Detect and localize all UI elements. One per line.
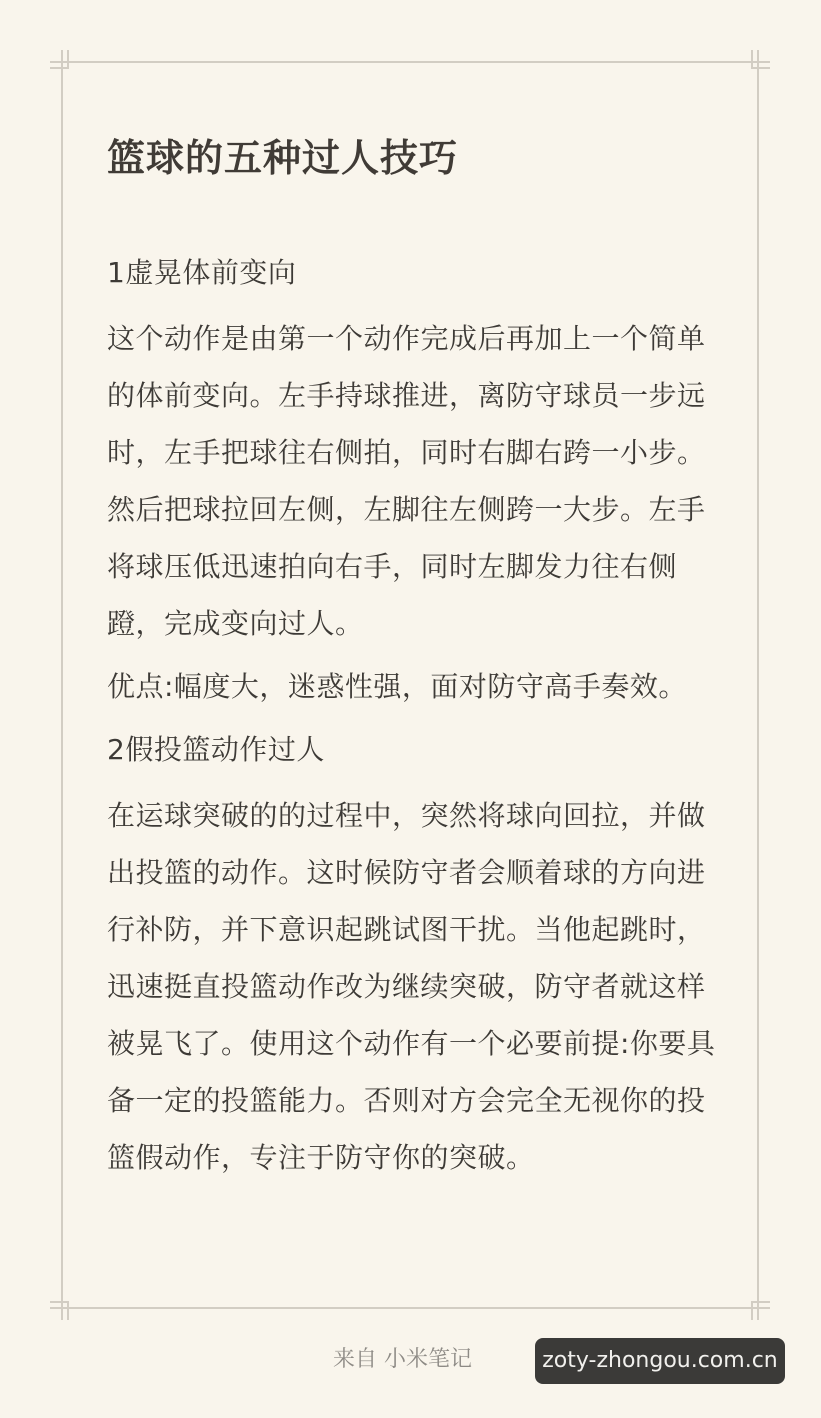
section-heading: 1虚晃体前变向 <box>107 256 297 289</box>
body-paragraph: 优点:幅度大，迷惑性强，面对防守高手奏效。 <box>107 670 687 703</box>
note-body <box>107 244 727 1186</box>
watermark-badge: zoty-zhongou.com.cn <box>535 1338 785 1384</box>
body-paragraph: 这个动作是由第一个动作完成后再加上一个简单的体前变向。左手持球推进，离防守球员一步远时，左手把球往右侧拍，同时右脚右跨一小步。然后把球拉回左侧，左脚往左侧跨一大步。左手将球压低迅速拍向右手，同时左脚发力往右侧蹬，完成变向过人。 <box>107 322 706 640</box>
page-title: 篮球的五种过人技巧 <box>107 136 459 180</box>
section-heading: 2假投篮动作过人 <box>107 733 325 766</box>
source-label: 来自 小米笔记 <box>333 1347 472 1372</box>
note-content <box>107 130 727 1192</box>
body-paragraph: 在运球突破的的过程中，突然将球向回拉，并做出投篮的动作。这时候防守者会顺着球的方向进行补防，并下意识起跳试图干扰。当他起跳时，迅速挺直投篮动作改为继续突破，防守者就这样被晃飞了。使用这个动作有一个必要前提:你要具备一定的投篮能力。否则对方会完全无视你的投篮假动作，专注于防守你的突破。 <box>107 799 716 1174</box>
